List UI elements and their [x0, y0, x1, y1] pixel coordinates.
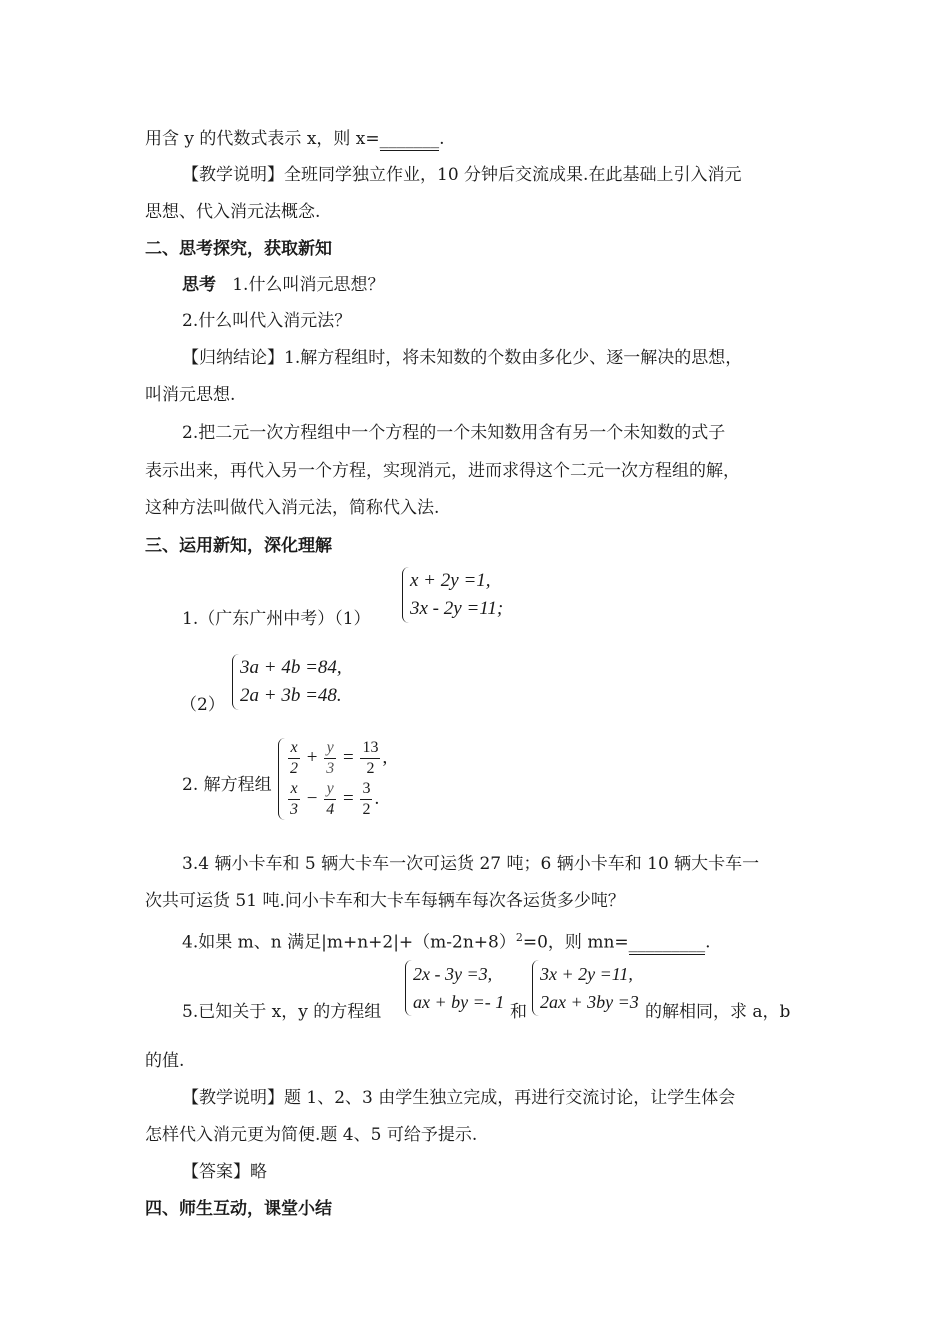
equation-row: 2ax + 3by =3 [540, 992, 639, 1012]
equation-row: 3x - 2y =11; [410, 598, 504, 619]
fraction [360, 779, 372, 820]
fraction [360, 738, 380, 779]
denominator: 2 [366, 760, 375, 777]
equation-row: x + 2y =1, [410, 570, 491, 591]
equation-row [286, 779, 387, 820]
text: . [705, 932, 711, 953]
denominator: 2 [290, 760, 298, 777]
punctuation: , [382, 746, 388, 768]
question-4 [182, 927, 852, 955]
operator: = [342, 787, 354, 809]
conclusion-2: 2.把二元一次方程组中一个方程的一个未知数用含有另一个未知数的式子 [182, 423, 726, 443]
answer-blank: _______ [379, 129, 440, 149]
fraction [324, 779, 336, 820]
think-question-2: 2.什么叫代入消元法？ [182, 311, 352, 331]
conclusion-2-cont: 表示出来，再代入另一个方程，实现消元，进而求得这个二元一次方程组的解， [145, 461, 740, 481]
numerator: 3 [360, 779, 372, 800]
denominator: 2 [362, 801, 371, 818]
section-heading-3: 三、运用新知，深化理解 [145, 536, 332, 556]
think-question-1 [182, 274, 852, 296]
question-5-end: 的解相同，求 a，b [645, 1002, 791, 1022]
denominator: 3 [290, 801, 298, 818]
section-heading-2: 二、思考探究，获取新知 [145, 239, 332, 259]
section-heading-4: 四、师生互动，课堂小结 [145, 1199, 332, 1219]
question-2-label: 2. 解方程组 [182, 775, 272, 795]
numerator: y [324, 738, 336, 759]
equation-system-5 [532, 960, 639, 1016]
text: 用含 y 的代数式表示 x，则 x= [145, 129, 380, 149]
equation-row: ax + by =- 1 [413, 992, 505, 1012]
equation-row [286, 738, 387, 779]
numerator: 13 [360, 738, 380, 759]
conclusion-1: 【归纳结论】1.解方程组时，将未知数的个数由多化少、逐一解决的思想， [182, 348, 743, 368]
question-5-cont: 的值. [145, 1051, 185, 1071]
answer-blank: _________ [628, 932, 706, 953]
numerator: y [324, 779, 336, 800]
equation-row: 3a + 4b =84, [240, 657, 342, 678]
question-5-label: 5.已知关于 x，y 的方程组 [182, 1002, 382, 1022]
conclusion-2-cont2: 这种方法叫做代入消元法，简称代入法. [145, 498, 440, 518]
denominator: 3 [326, 760, 335, 777]
text: . [439, 129, 445, 149]
fraction [324, 738, 336, 779]
text: 4.如果 m、n 满足|m+n+2|+（m-2n+8） [182, 932, 516, 953]
equation-system-4 [405, 960, 504, 1016]
equation-row: 3x + 2y =11, [540, 964, 633, 984]
equation-system-2 [232, 654, 342, 710]
answer-line: 【答案】略 [182, 1162, 267, 1182]
question-5-and: 和 [510, 1002, 527, 1022]
operator: + [306, 746, 318, 768]
operator: − [306, 787, 318, 809]
equation-row: 2x - 3y =3, [413, 964, 493, 984]
equation-system-3 [278, 738, 387, 820]
line-express-x [145, 128, 815, 151]
teaching-note-2: 【教学说明】题 1、2、3 由学生独立完成，再进行交流讨论，让学生体会 [182, 1088, 736, 1108]
operator: = [342, 746, 354, 768]
think-label: 思考 [182, 275, 216, 295]
text: =0，则 mn= [522, 932, 629, 953]
numerator: x [288, 779, 300, 800]
question-3: 3.4 辆小卡车和 5 辆大卡车一次可运货 27 吨；6 辆小卡车和 10 辆大卡车一 [182, 854, 760, 874]
punctuation: . [374, 787, 380, 809]
denominator: 4 [326, 801, 335, 818]
text: 1.什么叫消元思想？ [232, 275, 385, 295]
fraction [288, 738, 300, 779]
equation-system-1 [402, 567, 503, 623]
numerator: x [288, 738, 300, 759]
superscript: 2 [515, 931, 523, 944]
teaching-note-1: 【教学说明】全班同学独立作业，10 分钟后交流成果.在此基础上引入消元 [182, 165, 742, 185]
question-1-part2-label: （2） [180, 695, 225, 715]
teaching-note-2-cont: 怎样代入消元更为简便.题 4、5 可给予提示. [145, 1125, 478, 1145]
teaching-note-1-cont: 思想、代入消元法概念. [145, 202, 321, 222]
equation-row: 2a + 3b =48. [240, 685, 342, 706]
question-3-cont: 次共可运货 51 吨.问小卡车和大卡车每辆车每次各运货多少吨？ [145, 891, 625, 911]
fraction [288, 779, 300, 820]
question-1-label: 1.（广东广州中考）（1） [182, 609, 371, 629]
conclusion-1-cont: 叫消元思想. [145, 385, 236, 405]
